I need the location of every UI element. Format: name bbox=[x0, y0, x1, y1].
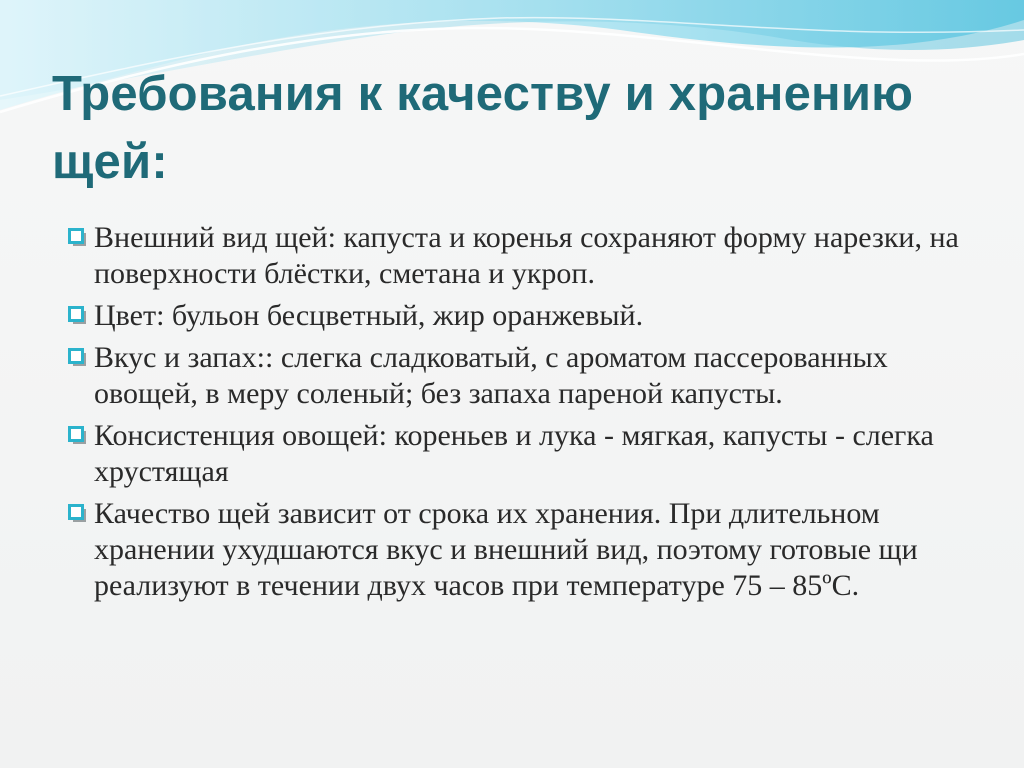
square-bullet-icon bbox=[68, 228, 88, 248]
square-bullet-icon bbox=[68, 504, 88, 524]
list-item-text: Качество щей зависит от срока их хранения. При длительном хранении ухудшаются вкус и внешний вид, поэтому готовые щи реализуют в течении двух часов при температуре 75 – 85ºС. bbox=[94, 497, 918, 602]
list-item-text: Вкус и запах:: слегка сладковатый, с ароматом пассерованных овощей, в меру соленый; без запаха пареной капусты. bbox=[94, 341, 888, 410]
square-bullet-icon bbox=[68, 426, 88, 446]
slide-title: Требования к качеству и хранению щей: bbox=[52, 67, 914, 189]
square-bullet-icon bbox=[68, 306, 88, 326]
list-item-text: Цвет: бульон бесцветный, жир оранжевый. bbox=[94, 299, 644, 332]
list-item-text: Консистенция овощей: кореньев и лука - мягкая, капусты - слегка хрустящая bbox=[94, 419, 934, 488]
list-item-text: Внешний вид щей: капуста и коренья сохраняют форму нарезки, на поверхности блёстки, сметана и укроп. bbox=[94, 221, 959, 290]
list-item bbox=[62, 220, 962, 292]
square-bullet-icon bbox=[68, 348, 88, 368]
list-item bbox=[62, 298, 962, 334]
bullet-list bbox=[62, 220, 962, 610]
list-item bbox=[62, 496, 962, 604]
list-item bbox=[62, 418, 962, 490]
list-item bbox=[62, 340, 962, 412]
